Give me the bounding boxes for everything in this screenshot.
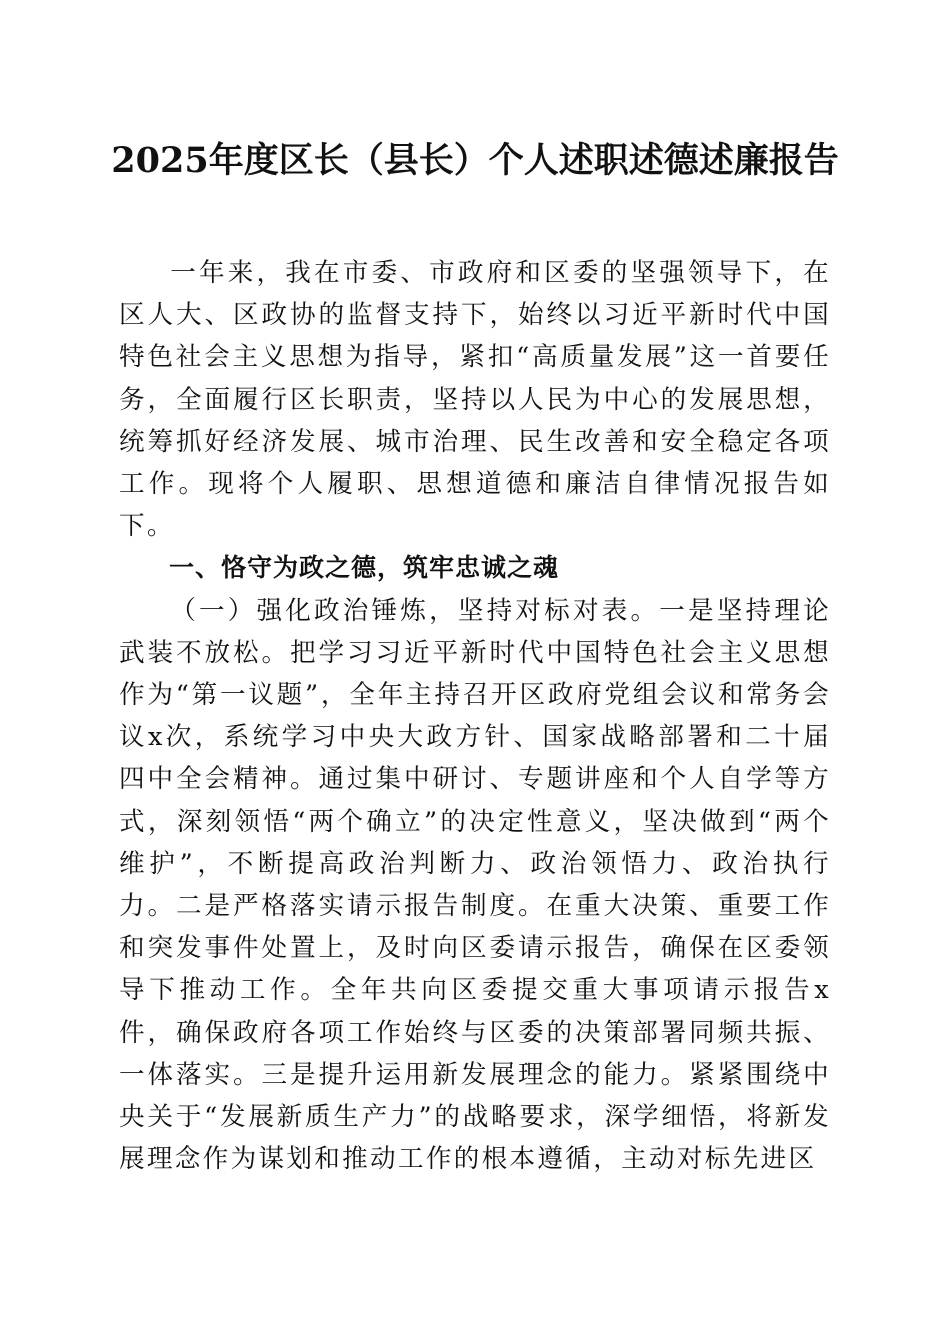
subsection-paragraph xyxy=(119,590,831,1181)
subsection-label: （一）强化政治锤炼，坚持对标对表。 xyxy=(170,595,660,626)
section-heading: 一、恪守为政之德，筑牢忠诚之魂 xyxy=(169,553,560,583)
subsection-text: 一是坚持理论武装不放松。把学习习近平新时代中国特色社会主义思想作为“第一议题”，全年主持召开区政府党组会议和常务会议x次，系统学习中央大政方针、国家战略部署和二十届四中全会精神。通过集中研讨、专题讲座和个人自学等方式，深刻领悟“两个确立”的决定性意义，坚决做到“两个维护”，不断提高政治判断力、政治领悟力、政治执行力。二是严格落实请示报告制度。在重大决策、重要工作和突发事件处置上，及时向区委请示报告，确保在区委领导下推动工作。全年共向区委提交重大事项请示报告x件，确保政府各项工作始终与区委的决策部署同频共振、一体落实。三是提升运用新发展理念的能力。紧紧围绕中央关于“发展新质生产力”的战略要求，深学细悟，将新发展理念作为谋划和推动工作的根本遵循，主动对标先进区 xyxy=(119,595,831,1175)
document-body xyxy=(119,252,831,1180)
intro-paragraph: 一年来，我在市委、市政府和区委的坚强领导下，在区人大、区政协的监督支持下，始终以习近平新时代中国特色社会主义思想为指导，紧扣“高质量发展”这一首要任务，全面履行区长职责，坚持以人民为中心的发展思想，统筹抓好经济发展、城市治理、民生改善和安全稳定各项工作。现将个人履职、思想道德和廉洁自律情况报告如下。 xyxy=(119,258,831,542)
document-title: 2025年度区长（县长）个人述职述德述廉报告 xyxy=(111,140,839,181)
